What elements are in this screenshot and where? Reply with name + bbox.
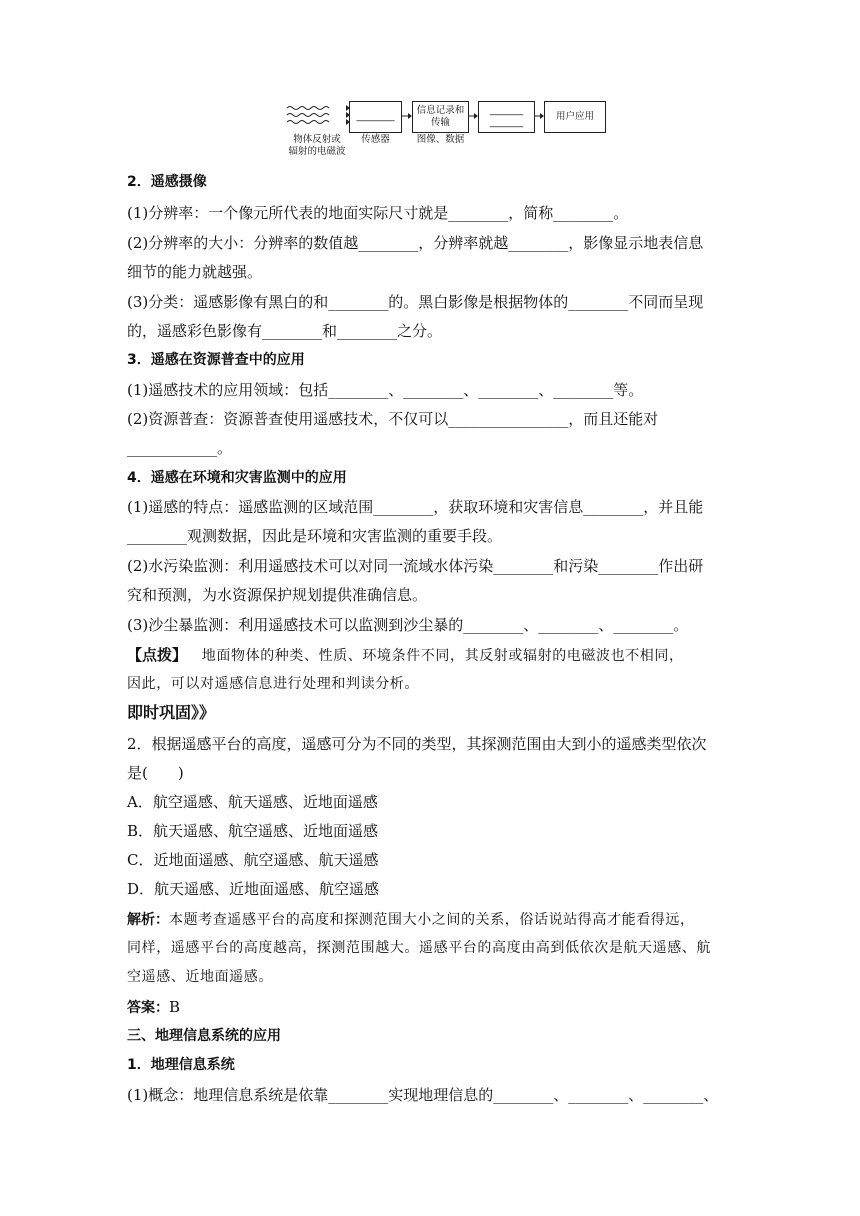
section-three-title: 三、地理信息系统的应用 (127, 1028, 281, 1044)
section-2-title: 2．遥感摄像 (127, 174, 207, 190)
s4-paragraph-3: (3)沙尘暴监测：利用遥感技术可以监测到沙尘暴的________、________、________。 (127, 616, 689, 634)
analysis-text-c: 空遥感、近地面遥感。 (127, 969, 273, 985)
s3-paragraph-2b: ____________。 (127, 439, 233, 457)
question-2-line-a: 2．根据遥感平台的高度，遥感可分为不同的类型，其探测范围由大到小的遥感类型依次 (127, 735, 707, 753)
tip-text-b: 因此，可以对遥感信息进行处理和判读分析。 (127, 676, 419, 692)
section-4-title: 4．遥感在环境和灾害监测中的应用 (127, 470, 347, 486)
s3-paragraph-2a: (2)资源普查：资源普查使用遥感技术，不仅可以________________，而且还能对 (127, 410, 659, 428)
s3-paragraph-1: (1)遥感技术的应用领域：包括________、________、________、________等。 (127, 381, 644, 399)
gis-subsection-title: 1．地理信息系统 (127, 1057, 235, 1073)
s2-paragraph-3a: (3)分类：遥感影像有黑白的和________的。黑白影像是根据物体的________不同而呈现 (127, 293, 704, 311)
user-application-label: 用户应用 (555, 111, 594, 122)
record-transmit-line1: 信息记录和 (416, 105, 465, 116)
analysis-line-1 (127, 909, 695, 930)
answer-value: B (169, 998, 181, 1016)
s4-paragraph-2a: (2)水污染监测：利用遥感技术可以对同一流域水体污染________和污染________作出研 (127, 557, 704, 575)
answer-line (127, 997, 180, 1018)
tip-line-1 (127, 645, 684, 666)
answer-label: 答案： (127, 1000, 169, 1016)
analysis-label: 解析： (127, 912, 169, 928)
analysis-text-a: 本题考查遥感平台的高度和探测范围大小之间的关系，俗话说站得高才能看得远， (169, 912, 695, 928)
consolidate-heading: 即时巩固》》 (127, 703, 216, 722)
record-transmit-line2: 传输 (430, 117, 450, 128)
option-c: C．近地面遥感、航空遥感、航天遥感 (127, 851, 379, 869)
input-label-line1: 物体反射或 (293, 134, 341, 145)
section-3-title: 3．遥感在资源普查中的应用 (127, 352, 305, 368)
option-b: B．航天遥感、航空遥感、近地面遥感 (127, 822, 379, 840)
s4-paragraph-2b: 究和预测，为水资源保护规划提供准确信息。 (127, 586, 428, 604)
input-label-line2: 辐射的电磁波 (288, 146, 346, 157)
option-a: A．航空遥感、航天遥感、近地面遥感 (127, 793, 378, 811)
record-transmit-box (412, 101, 469, 133)
remote-sensing-flow-diagram (285, 96, 625, 164)
image-data-label: 图像、数据 (416, 134, 465, 145)
processing-blank-1: _______ (489, 105, 524, 116)
s4-paragraph-1a: (1)遥感的特点：遥感监测的区域范围________，获取环境和灾害信息________，并且能 (127, 498, 704, 516)
input-label (285, 134, 349, 158)
s2-paragraph-2b: 细节的能力就越强。 (127, 263, 263, 281)
processing-blank-2: _______ (489, 117, 524, 128)
s2-paragraph-1: (1)分辨率：一个像元所代表的地面实际尺寸就是________，简称________。 (127, 204, 629, 222)
sensor-box (349, 101, 402, 133)
tip-label: 【点拨】 (127, 646, 188, 664)
sensor-label: 传感器 (361, 134, 390, 145)
question-2-line-b: 是( ) (127, 764, 184, 782)
tip-text-a: 地面物体的种类、性质、环境条件不同，其反射或辐射的电磁波也不相同， (201, 648, 684, 664)
s4-paragraph-1b: ________观测数据，因此是环境和灾害监测的重要手段。 (127, 527, 503, 545)
s2-paragraph-2a: (2)分辨率的大小：分辨率的数值越________，分辨率就越________，影像显示地表信息 (127, 234, 704, 252)
processing-box (478, 101, 535, 133)
gis-paragraph-1: (1)概念：地理信息系统是依靠________实现地理信息的________、________、________、 (127, 1086, 719, 1104)
analysis-text-b: 同样，遥感平台的高度越高，探测范围越大。遥感平台的高度由高到低依次是航天遥感、航 (127, 940, 711, 956)
option-d: D．航天遥感、近地面遥感、航空遥感 (127, 880, 380, 898)
s2-paragraph-3b: 的，遥感彩色影像有________和________之分。 (127, 322, 443, 340)
sensor-box-blank: ________ (356, 111, 395, 122)
user-application-box (544, 101, 606, 133)
